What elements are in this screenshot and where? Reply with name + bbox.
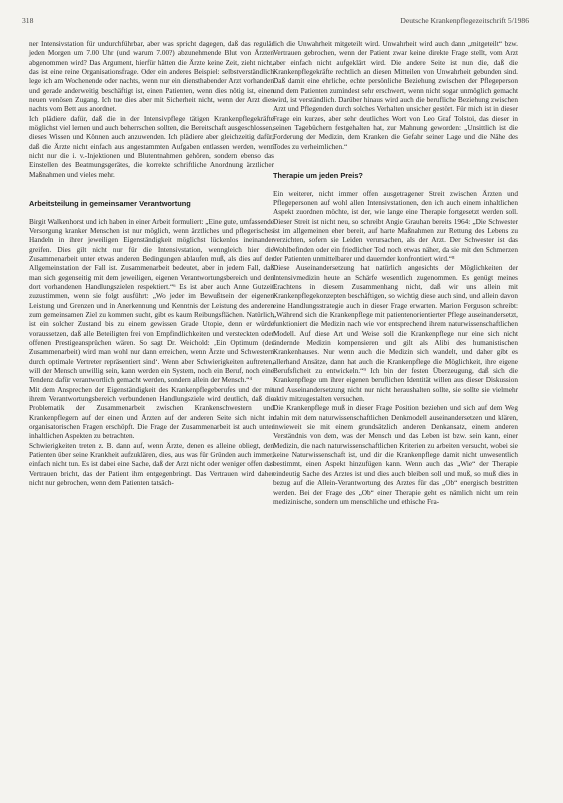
right-column (273, 40, 518, 507)
left-column (29, 40, 274, 489)
paragraph: Ein weiterer, nicht immer offen ausgetragener Streit zwischen Ärzten und Pflegepersonen auf wohl allen Intensivstationen, den ich auch einem inhaltlichen Aspekt zuordnen möchte, ist der, wie lange eine Therapie fortgesetzt werden soll. Dieser Streit ist nicht neu, so schreibt Angie Grauhan bereits 1964: „Die Schwester ist im allgemeinen eher bereit, auf harte Maßnahmen zur Rettung des Lebens zu verzichten, sofern sie Leiden verursachen, als der Arzt. Der Schwester ist das Wohlbefinden oder ein friedlicher Tod noch etwas näher, da sie mit den Schmerzen der Patienten unmittelbarer und dauernder konfrontiert wird.“⁸ (273, 189, 518, 263)
paragraph: Mit dem Ansprechen der Eigenständigkeit des Krankenpflegeberufes und der mit ihrem Verantwortungsbereich verbundenen Handlungsziele wird deutlich, daß die Problematik der Zusammenarbeit zwischen Krankenschwestern und Krankenpflegern auf der einen und Ärzten auf der anderen Seite sich nicht in organisatorischen Fragen erschöpft. Die Frage der Zusammenarbeit ist auch unter inhaltlichen Aspekten zu betrachten. (29, 385, 274, 441)
section-heading: Arbeitsteilung in gemeinsamer Verantwortung (29, 198, 191, 208)
paragraph: Die Krankenpflege muß in dieser Frage Position beziehen und sich auf dem Weg dahin mit dem naturwissenschaftlichen Denkmodell auseinandersetzen und klären, inwieweit sie mit einem grundsätzlich anderen Denkansatz, einem anderen Verständnis von dem, was der Mensch und das Leben ist bzw. sein kann, einer Medizin, die nach naturwissenschaftlichen Kriterien zu arbeiten versucht, wobei sie keine Naturwissenschaft ist, und dir die Krankenpflege damit nicht unwesentlich bestimmt, einen Aspekt hinzufügen kann. Wenn auch das „Wie“ der Therapie eindeutig Sache des Arztes ist und dies auch bleiben soll und muß, so muß dies in bezug auf die Allein-Verantwortung des Arztes für das „Ob“ energisch bestritten werden. Bei der Frage des „Ob“ einer Therapie geht es nämlich nicht um rein medizinische, sondern um menschliche und ethische Fra- (273, 404, 518, 506)
paragraph: Ich plädiere dafür, daß die in der Intensivpflege tätigen Krankenpflegekräfte möglichst viel lernen und auch beherrschen sollten, die Bereitschaft ausgeschlossen, dieses Wissen und Können auch anzuwenden. Ich plädiere aber gleichzeitig dafür, daß die Ärzte nicht einfach aus angestammten Aufgaben entlassen werden, wenn nicht nur die i. v.-Injektionen und Blutentnahmen gehören, sondern ebenso das Einstellen des Beatmungsgerätes, die korrekte schriftliche Anordnung ärztlicher Maßnahmen und vieles mehr. (29, 114, 274, 179)
spacer (29, 208, 274, 217)
spacer (273, 152, 518, 171)
paragraph: Schwierigkeiten treten z. B. dann auf, wenn Ärzte, denen es alleine obliegt, den Patienten über seine Krankheit aufzuklären, dies, aus was für Gründen auch immer, einfach nicht tun. Es ist dabei eine Sache, daß der Arzt nicht oder weniger offen das Vertrauen bricht, das der Patient ihm entgegenbringt. Das Vertrauen wird daher nicht nur gebrochen, wenn dem Patienten tatsäch- (29, 441, 274, 488)
page-number: 318 (22, 16, 34, 25)
paragraph: ner Intensivstation für undurchführbar, aber was spricht dagegen, daß das regulär jeden Morgen um 7.00 Uhr (und warum 7.00?) abzunehmende Blut von Ärzten abgenommen wird? Das Argument, hierfür hätten die Ärzte keine Zeit, zieht nicht, das ist eine reine Organisationsfrage. Oder ein anderes Beispiel: selbstverständlich lege ich am Wochenende oder nachts, wenn nur ein diensthabender Arzt vorhanden und gerade anderweitig beschäftigt ist, einen Patienten, wenn dies nötig ist, einen neuen venösen Zugang. Ich tue dies aber mit Sicherheit nicht, wenn der Arzt dies nachts vom Bett aus anordnet. (29, 40, 274, 114)
spacer (273, 180, 518, 189)
spacer (29, 180, 274, 199)
paragraph: Diese Auseinandersetzung hat natürlich angesichts der Möglichkeiten der Intensivmedizin heute an Schärfe wesentlich zugenommen. Es genügt meines Erachtens in diesem Zusammenhang nicht, daß wir uns allein mit Krankenpflegekonzepten beschäftigen, so wichtig diese auch sind, und allein davon eine Handlungsstrategie auch in dieser Frage erwarten. Marion Ferguson schreibt: „Während sich die Krankenpflege mit patientenorientierter Pflege auseinandersetzt, funktioniert die Medizin nach wie vor entsprechend ihrem naturwissenschaftlichen Modell. Auf diese Art und Weise soll die Krankenpflege nur eine sich nicht ändernde Medizin kompensieren und gilt als Alibi des humanistischen Krankenhauses. Nur wenn auch die Medizin sich wandelt, und daher gibt es allerhand Ansätze, dann hat auch die Krankenpflege die Möglichkeit, ihre eigene Berufsficheit zu entwickeln.“⁹ Ich bin der festen Überzeugung, daß sich die Krankenpflege um ihrer eigenen beruflichen Identität willen aus dieser Diskussion und Auseinandersetzung nicht nur nicht heraushalten sollte, sie sollte sie vielmehr aktiv mitzugestalten versuchen. (273, 264, 518, 404)
paragraph: lich die Unwahrheit mitgeteilt wird. Unwahrheit wird auch dann „mitgeteilt“ bzw. Vertrauen gebrochen, wenn der Patient zwar keine direkte Frage stellt, vom Arzt aber einfach nicht aufgeklärt wird. Die andere Seite ist nun die, daß die Krankenpflegekräfte rechtlich an diesen Mitteilen von Unwahrheit gebunden sind. Daß damit eine ehrliche, echte persönliche Beziehung zwischen der Pflegeperson und dem Patienten zumindest sehr erschwert, wenn nicht sogar unmöglich gemacht wird, ist verständlich. Darüber hinaus wird auch die berufliche Beziehung zwischen Arzt und Pflegenden durch solches Verhalten unsicher gestört. Für mich ist in dieser Frage ein kurzes, aber sehr deutliches Wort von Leo Graf Tolstoi, das dieser in seinen Tagebüchern festgehalten hat, zur Mahnung geworden: „Unsittlich ist die Forderung der Medizin, dem Kranken die Gefahr seiner Lage und die Nähe des Todes zu verheimlichen.“ (273, 40, 518, 151)
page-header (22, 16, 529, 28)
journal-title: Deutsche Krankenpflegezeitschrift 5/1986 (400, 16, 529, 25)
paragraph: Birgit Walkenhorst und ich haben in einer Arbeit formuliert: „Eine gute, umfassende Versorgung kranker Menschen ist nur möglich, wenn ärztliches und pflegerisches Handeln in ihrer jeweiligen Eigenständigkeit möglichst lückenlos ineinander greifen. Dies gilt nicht nur für die Intensivstation, wenngleich hier die Zusammenarbeit unter etwas anderen Bedingungen ablaufen muß, als dies auf der Allgemeinstation der Fall ist. Zusammenarbeit bedeutet, aber in jedem Fall, daß man sich gegenseitig mit dem jeweiligen, eigenen Verantwortungsbereich und den dort vorhandenen Handlungszielen respektiert.“⁶ Es ist aber auch Anne Gutzeit zuzustimmen, wenn sie folgt ausführt: „Wo jeder im Bewußtsein der eigenen Leistung und Grenzen und in Anerkennung und Kenntnis der Leistung des anderen zum gemeinsamen Ziel zu kommen sucht, gibt es kaum Reibungsflächen. Natürlich ist ein solcher Zustand bis zu einem gewissen Grade Utopie, denn er würde voraussetzen, daß alle Beteiligten frei von Empfindlichkeiten und versteckten oder offenen Prestigeansprüchen wären. So sagt Dr. Weichold: ‚Ein Optimum (der Zusammenarbeit) wird man wohl nur dann erreichen, wenn Ärzte und Schwestern durch optimale Vertreter repräsentiert sind‘. Wenn aber Schwierigkeiten auftreten, will der Mensch unwillig sein, kann werden ein System, noch ein Beruf, noch eine Tendenz dafür verantwortlich gemacht werden, sondern allein der Mensch.“⁴ (29, 217, 274, 385)
section-heading: Therapie um jeden Preis? (273, 170, 363, 180)
